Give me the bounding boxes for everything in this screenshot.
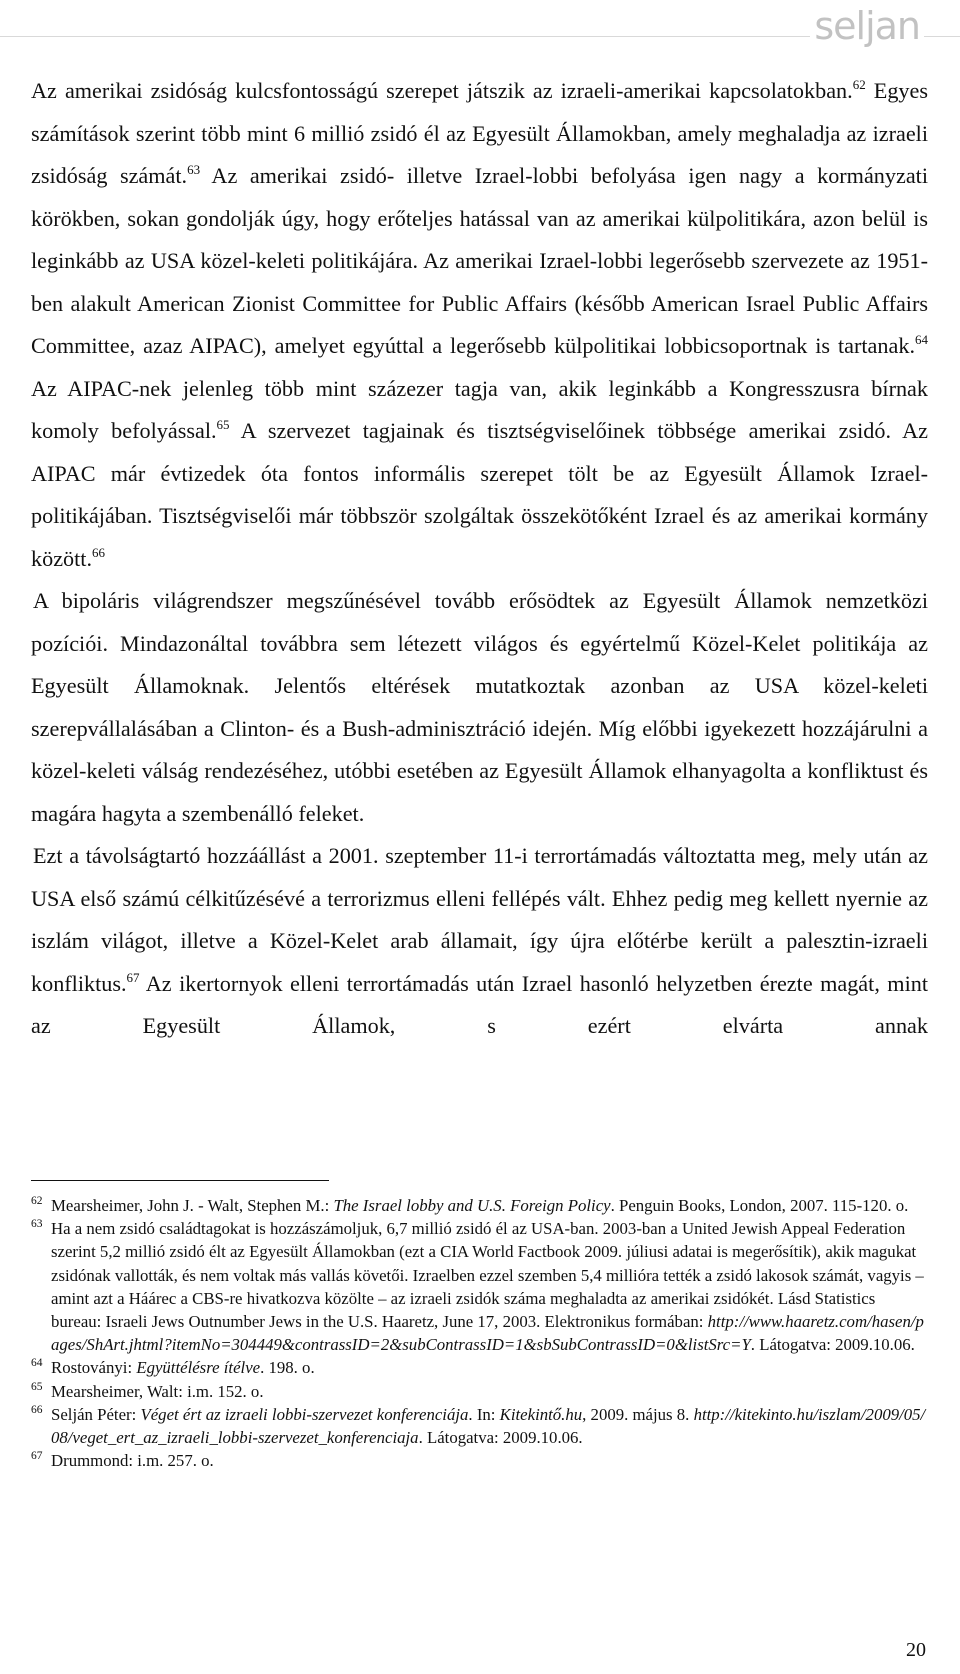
footnotes [31,1194,928,1472]
footnote-number: 66 [31,1403,43,1416]
footnote-text: Selján Péter: [51,1404,141,1424]
footnote-text: Mearsheimer, John J. - Walt, Stephen M.: [51,1196,334,1215]
footnote-62 [31,1194,928,1217]
paragraph-2: A bipoláris világrendszer megszűnésével tovább erősödtek az Egyesült Államok nemzetközi pozíciói. Mindazonáltal továbbra sem létezett világos és egyértelmű Közel-Kelet politikája az Egyesült Államoknak. Jelentős eltérések mutatkoztak azonban az USA közel-keleti szerepvállalásában a Clinton- és a Bush-adminisztráció idején. Míg előbbi igyekezett hozzájárulni a közel-keleti válság rendezéséhez, utóbbi esetében az Egyesült Államok elhanyagolta a konfliktust és magára hagyta a szembenálló feleket. [31,588,928,826]
footnote-text: . Penguin Books, London, 2007. 115-120. o. [610,1196,909,1215]
text-run: Egyes számítások szerint több mint 6 millió zsidó él az Egyesült Államokban, amely meghaladja az izraeli zsidóság számát. [31,78,928,188]
paragraph-1 [31,70,928,580]
footnote-ref-66[interactable]: 66 [92,544,106,560]
footnote-text: . Látogatva: 2009.10.06. [418,1428,583,1448]
footnote-67 [31,1449,928,1472]
footnote-text: . Látogatva: 2009.10.06. [750,1335,915,1355]
footnote-number: 65 [31,1380,43,1393]
footnote-text: . In: [468,1404,500,1424]
text-run: Az AIPAC-nek jelenleg több mint százezer tagja van, akik leginkább a Kongresszusra bírnak komoly befolyással. [31,375,928,443]
text-run: Az amerikai zsidóság kulcsfontosságú szerepet játszik az izraeli-amerikai kapcsolatokban. [31,78,853,103]
footnote-ref-65[interactable]: 65 [216,416,230,432]
footnote-63 [31,1217,928,1356]
page-content [31,70,928,1048]
footnote-64 [31,1356,928,1379]
footnote-journal: Kitekintő.hu [499,1404,583,1424]
footnote-number: 63 [31,1218,43,1231]
footnote-link[interactable]: http://kitekinto.hu/iszlam/2009/05/08/veget_ert_az_izraeli_lobbi-szervezet_konferenciaja [51,1404,926,1448]
footnote-ref-64[interactable]: 64 [915,331,928,347]
footnote-number: 62 [31,1195,43,1207]
footnote-title: Együttélésre ítélve [136,1358,261,1378]
paragraph-3 [31,835,928,1048]
footnote-ref-63[interactable]: 63 [187,161,201,177]
footnote-text: Rostoványi: [51,1358,137,1378]
footnote-text: . 198. o. [260,1358,315,1378]
footnote-text: , 2009. május 8. [582,1404,694,1424]
seljan-logo: seljan [810,4,924,48]
text-run: Ezt a távolságtartó hozzáállást a 2001. szeptember 11-i terrortámadás változtatta meg, mely után az USA első számú célkitűzésévé a terrorizmus elleni fellépés vált. Ehhez pedig meg kellett nyernie az iszlám világot, illetve a Közel-Kelet arab államait, így újra előtérbe került a palesztin-izraeli konfliktus. [31,843,928,996]
page-number: 20 [906,1639,926,1661]
footnote-number: 64 [31,1357,43,1370]
footnote-ref-67[interactable]: 67 [126,969,140,985]
footnote-ref-62[interactable]: 62 [852,76,866,92]
footnote-title: The Israel lobby and U.S. Foreign Policy [333,1196,611,1215]
text-run: Az amerikai zsidó- illetve Izrael-lobbi befolyása igen nagy a kormányzati körökben, sokan gondolják úgy, hogy erőteljes hatással van az amerikai külpolitikára, azon belül is leginkább az USA közel-keleti politikájára. Az amerikai Izrael-lobbi legerősebb szervezete az 1951-ben alakult American Zionist Committee for Public Affairs (később American Israel Public Affairs Committee, azaz AIPAC), amelyet egyúttal a legerősebb külpolitikai lobbicsoportnak is tartanak. [31,163,929,358]
footnote-text: Mearsheimer, Walt: i.m. 152. o. [51,1381,264,1401]
text-run: A szervezet tagjainak és tisztségviselőinek többsége amerikai zsidó. Az AIPAC már évtizedek óta fontos informális szerepet tölt be az Egyesült Államok Izrael-politikájában. Tisztségviselői már többször szolgáltak összekötőként Izrael és az amerikai kormány között. [31,418,929,571]
footnote-separator [31,1180,329,1181]
footnote-number: 67 [31,1450,43,1463]
footnote-text: Ha a nem zsidó családtagokat is hozzászámoljuk, 6,7 millió zsidó él az USA-ban. 2003-ban a United Jewish Appeal Federation szerint 5,2 millió zsidó élt az Egyesült Államokban (ezt a CIA World Factbook 2009. júliusi adatai is megerősítik), akik magukat zsidónak vallották, és nem voltak más vallás követői. Izraelben ezzel szemben 5,4 millióra tették a zsidó lakosok számát, vagyis – amint azt a Háárec a CBS-re hivatkozva közölte – az izraeli zsidók száma meghaladta az amerikai zsidókét. Lásd Statistics bureau: Israeli Jews Outnumber Jews in the U.S. Haaretz, June 17, 2003. Elektronikus formában: [51,1219,924,1332]
footnote-66 [31,1403,928,1449]
footnote-title: Véget ért az izraeli lobbi-szervezet konferenciája [140,1404,469,1424]
footnote-link[interactable]: http://www.haaretz.com/hasen/pages/ShArt.jhtml?itemNo=304449&contrassID=2&subContrassID=1&sbSubContrassID=0&listSrc=Y [51,1312,924,1355]
text-run: Az ikertornyok elleni terrortámadás után Izrael hasonló helyzetben érezte magát, mint az Egyesült Államok, s ezért elvárta annak [31,970,928,1038]
footnote-65 [31,1380,928,1403]
footnote-text: Drummond: i.m. 257. o. [51,1451,214,1471]
